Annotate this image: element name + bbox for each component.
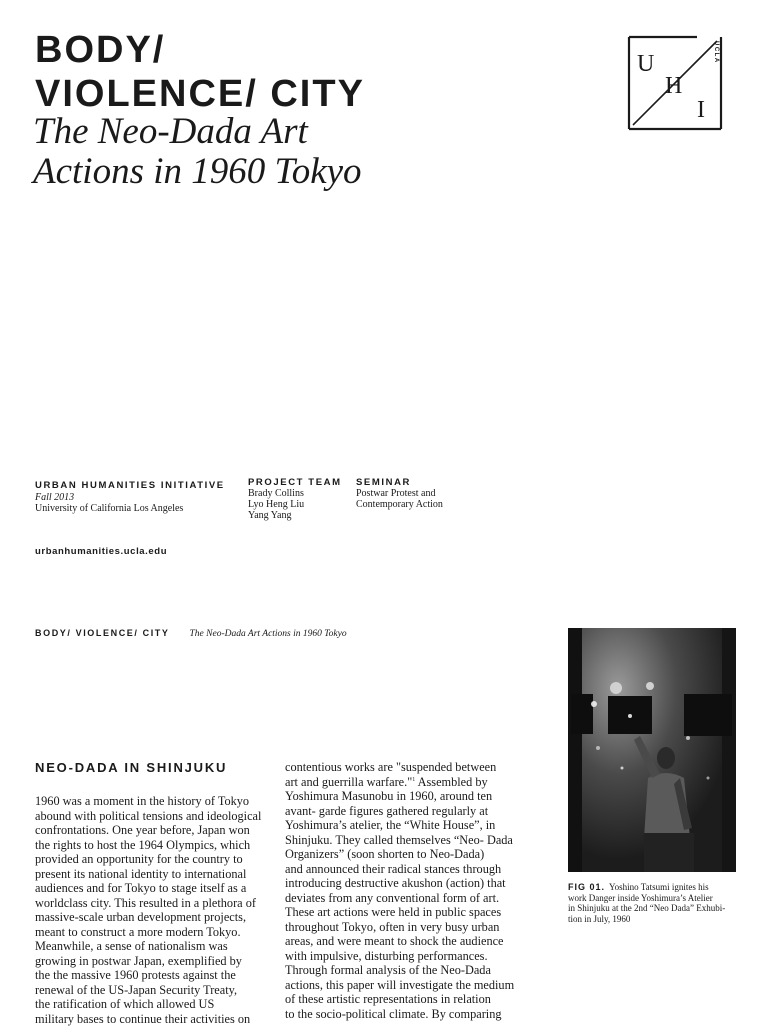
- caption-line: in Shinjuku at the 2nd “Neo Dada” Exhubi-: [568, 903, 738, 914]
- title-line-1: BODY/: [35, 28, 365, 72]
- website-url[interactable]: urbanhumanities.ucla.edu: [35, 546, 167, 557]
- running-header: [35, 628, 347, 639]
- figure-label: FIG 01.: [568, 882, 605, 892]
- text-line: present its national identity to international: [35, 867, 261, 882]
- text-line: meant to construct a more modern Tokyo.: [35, 925, 261, 940]
- caption-line: tion in July, 1960: [568, 914, 738, 925]
- initiative-university: University of California Los Angeles: [35, 503, 225, 514]
- text-line: areas, and were meant to shock the audience: [285, 934, 514, 949]
- text-line: avant- garde figures gathered regularly at: [285, 804, 514, 819]
- performance-photo-image: [568, 628, 736, 872]
- text-line: the the massive 1960 protests against the: [35, 968, 261, 983]
- text-line: introducing destructive akushon (action) that: [285, 876, 514, 891]
- logo-letter-h: H: [665, 73, 682, 99]
- initiative-term: Fall 2013: [35, 492, 225, 503]
- running-header-subtitle: The Neo-Dada Art Actions in 1960 Tokyo: [190, 629, 347, 639]
- article-column-1: [35, 794, 261, 1026]
- text-line: These art actions were held in public spaces: [285, 905, 514, 920]
- initiative-block: [35, 480, 225, 514]
- text-line: provided an opportunity for the country to: [35, 852, 261, 867]
- figure-caption: [568, 882, 738, 924]
- text-line: Yoshimura’s atelier, the “White House”, in: [285, 818, 514, 833]
- team-member: Brady Collins: [248, 488, 342, 499]
- text-line: of these artistic representations in relation: [285, 992, 514, 1007]
- caption-line: Yoshino Tatsumi ignites his: [609, 882, 709, 892]
- logo-ucla-text: UCLA: [713, 41, 719, 64]
- seminar-line: Contemporary Action: [356, 499, 443, 510]
- document-title: [35, 28, 365, 116]
- title-line-2: VIOLENCE/ CITY: [35, 72, 365, 116]
- text-line: Yoshimura Masunobu in 1960, around ten: [285, 789, 514, 804]
- text-line: massive-scale urban development projects,: [35, 910, 261, 925]
- logo-letter-i: I: [697, 97, 705, 123]
- seminar-block: [356, 477, 443, 510]
- text-fragment: art and guerrilla warfare.": [285, 775, 412, 789]
- uhi-logo-mark: [627, 35, 723, 131]
- text-line: the ratification of which allowed US: [35, 997, 261, 1012]
- text-line: abound with political tensions and ideological: [35, 809, 261, 824]
- article-column-2: [285, 760, 514, 1021]
- text-line: 1960 was a moment in the history of Tokyo: [35, 794, 261, 809]
- text-line-with-footnote: [285, 775, 514, 790]
- text-line: renewal of the US-Japan Security Treaty,: [35, 983, 261, 998]
- text-line: Through formal analysis of the Neo-Dada: [285, 963, 514, 978]
- footnote-marker[interactable]: 1: [412, 776, 415, 782]
- text-line: worldclass city. This resulted in a plethora of: [35, 896, 261, 911]
- text-line: contentious works are "suspended between: [285, 760, 514, 775]
- project-team-block: [248, 477, 342, 521]
- text-line: audiences and for Tokyo to stage itself as a: [35, 881, 261, 896]
- text-fragment: Assembled by: [415, 775, 487, 789]
- text-line: deviates from any conventional form of art.: [285, 891, 514, 906]
- text-line: Shinjuku. They called themselves “Neo- Dada: [285, 833, 514, 848]
- text-line: Organizers” (soon shorten to Neo-Dada): [285, 847, 514, 862]
- project-team-label: PROJECT TEAM: [248, 477, 342, 488]
- section-heading: NEO-DADA IN SHINJUKU: [35, 760, 227, 775]
- text-line: and announced their radical stances through: [285, 862, 514, 877]
- subtitle-line-2: Actions in 1960 Tokyo: [33, 152, 362, 192]
- figure-photo: [568, 628, 736, 872]
- text-line: confrontations. One year before, Japan won: [35, 823, 261, 838]
- document-subtitle: [33, 112, 362, 192]
- running-header-title: BODY/ VIOLENCE/ CITY: [35, 628, 170, 638]
- text-line: Meanwhile, a sense of nationalism was: [35, 939, 261, 954]
- text-line: with impulsive, disturbing performances.: [285, 949, 514, 964]
- subtitle-line-1: The Neo-Dada Art: [33, 112, 362, 152]
- caption-line: work Danger inside Yoshimura’s Atelier: [568, 893, 738, 904]
- seminar-label: SEMINAR: [356, 477, 443, 488]
- logo-letter-u: U: [637, 51, 654, 77]
- team-member: Lyo Heng Liu: [248, 499, 342, 510]
- team-member: Yang Yang: [248, 510, 342, 521]
- text-line: actions, this paper will investigate the medium: [285, 978, 514, 993]
- text-line: to the socio-political climate. By comparing: [285, 1007, 514, 1022]
- text-line: military bases to continue their activities on: [35, 1012, 261, 1026]
- text-line: throughout Tokyo, often in very busy urban: [285, 920, 514, 935]
- seminar-line: Postwar Protest and: [356, 488, 443, 499]
- text-line: growing in postwar Japan, exemplified by: [35, 954, 261, 969]
- initiative-label: URBAN HUMANITIES INITIATIVE: [35, 480, 225, 491]
- uhi-logo: [627, 35, 723, 131]
- text-line: the rights to host the 1964 Olympics, which: [35, 838, 261, 853]
